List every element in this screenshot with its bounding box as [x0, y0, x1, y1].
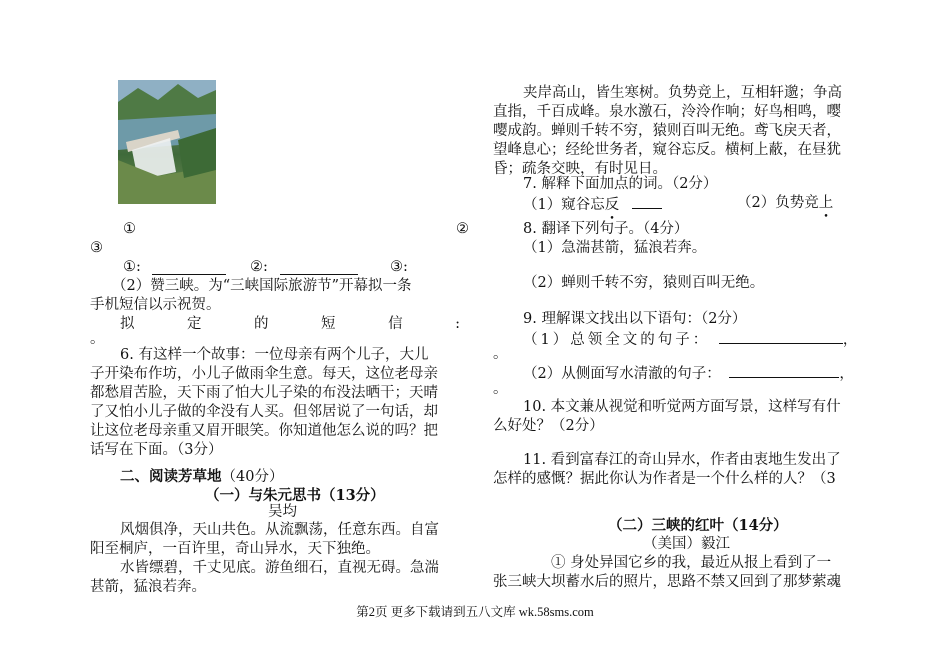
right-passage-line-2: 直指，千百成峰。泉水激石，泠泠作响；好鸟相鸣，嘤	[493, 104, 841, 120]
q2-line-2: 手机短信以示祝贺。	[90, 297, 221, 313]
q9-item-2-end: 。	[493, 381, 508, 397]
q11-line-1: 11. 看到富春江的奇山异水，作者由衷地生发出了	[523, 452, 841, 468]
q7-item-1-blank[interactable]	[632, 194, 662, 209]
answer-label-2: ②:	[250, 259, 268, 275]
answer-label-3: ③:	[390, 259, 408, 275]
answer-blank-2[interactable]	[280, 260, 358, 275]
part-1-author: 吴均	[268, 504, 297, 520]
sms-word-6: :	[455, 316, 460, 332]
answer-blank-1[interactable]	[152, 260, 226, 275]
q7-item-1-prefix: （1）窥谷忘	[523, 197, 605, 213]
q9-item-2-tail: ，	[839, 366, 854, 382]
q6-line-1: 6. 有这样一个故事：一位母亲有两个儿子，大儿	[120, 347, 429, 363]
part-2-author: （美国）毅江	[643, 536, 730, 552]
q2-line-1: （2）赞三峡。为“三峡国际旅游节”开幕拟一条	[112, 278, 412, 294]
q10-line-1: 10. 本文兼从视觉和听觉两方面写景，这样写有什	[523, 399, 841, 415]
q7-prompt: 7. 解释下面加点的词。（2分）	[523, 176, 718, 192]
q6-line-4: 了又怕小儿子做的伞没有人买。但邻居说了一句话，却	[90, 404, 438, 420]
right-passage-line-3: 嘤成韵。蝉则千转不穷，猿则百叫无绝。鸢飞戾天者，	[493, 123, 841, 139]
q9-item-1-blank[interactable]	[719, 329, 843, 344]
q9-item-2-blank[interactable]	[729, 363, 839, 378]
q7-item-1-dotted: 反	[604, 197, 620, 213]
q7-items	[523, 194, 873, 215]
q9-item-1-tail: ，	[842, 332, 858, 348]
q9-item-2-label: （2）从侧面写水清澈的句子：	[523, 366, 721, 382]
passage-line-3: 水皆缥碧，千丈见底。游鱼细石，直视无碍。急湍	[120, 560, 439, 576]
passage-line-4: 甚箭，猛浪若奔。	[90, 579, 206, 595]
sms-word-5: 信	[388, 316, 403, 332]
q7-item-2-dotted: 上	[818, 195, 834, 211]
section-2-score: （40分）	[221, 469, 284, 485]
q8-item-1: （1）急湍甚箭，猛浪若奔。	[523, 240, 707, 256]
q8-item-2: （2）蝉则千转不穷，猿则百叫无绝。	[523, 275, 765, 291]
page-footer: 第2页 更多下载请到五八文库 wk.58sms.com	[356, 605, 594, 619]
q9-prompt: 9. 理解课文找出以下语句：（2分）	[523, 311, 747, 327]
answer-label-1: ①:	[123, 259, 141, 275]
q6-line-2: 子开染布作坊，小儿子做雨伞生意。每天，这位老母亲	[90, 366, 438, 382]
q7-item-2	[737, 194, 833, 213]
dam-illustration	[118, 80, 216, 204]
q6-line-6: 话写在下面。（3分）	[90, 442, 223, 458]
q6-line-5: 让这位老母亲重又眉开眼笑。你知道他怎么说的吗？把	[90, 423, 438, 439]
right-passage-line-5: 昏；疏条交映，有时见日。	[493, 161, 667, 177]
sms-word-3: 的	[254, 316, 269, 332]
q9-item-1-label: （1）总领全文的句子：	[523, 332, 711, 348]
q6-line-3: 都愁眉苦脸，天下雨了怕大儿子染的布没法晒干；天晴	[90, 385, 438, 401]
right-passage-line-4: 望峰息心；经纶世务者，窥谷忘反。横柯上蔽，在昼犹	[493, 142, 841, 158]
q10-line-2: 么好处？（2分）	[493, 418, 604, 434]
part-1-title: （一）与朱元思书（13分）	[205, 487, 385, 504]
marker-1: ①	[123, 221, 136, 237]
sms-end: 。	[90, 331, 105, 347]
section-2-title: 二、阅读芳草地	[120, 468, 222, 485]
part-2-title: （二）三峡的红叶（14分）	[608, 517, 788, 534]
marker-3: ③	[90, 240, 103, 256]
sms-word-4: 短	[321, 316, 336, 332]
q11-line-2: 怎样的感慨？据此你认为作者是一个什么样的人？（3	[493, 471, 836, 487]
passage-line-1: 风烟俱净，天山共色。从流飘荡，任意东西。自富	[120, 522, 439, 538]
part-2-line-1: ① 身处异国它乡的我，最近从报上看到了一	[551, 555, 832, 571]
section-2-heading	[120, 467, 470, 487]
right-passage-line-1: 夹岸高山，皆生寒树。负势竞上，互相轩邈；争高	[523, 85, 842, 101]
q8-prompt: 8. 翻译下列句子。（4分）	[523, 221, 689, 237]
passage-line-2: 阳至桐庐，一百许里，奇山异水，天下独绝。	[90, 541, 380, 557]
sms-word-1: 拟	[120, 316, 135, 332]
sms-word-2: 定	[187, 316, 202, 332]
part-2-line-2: 张三峡大坝蓄水后的照片，思路不禁又回到了那梦萦魂	[493, 574, 841, 590]
marker-2: ②	[456, 221, 469, 237]
q9-item-1-end: 。	[493, 346, 508, 362]
q7-item-2-prefix: （2）负势竞	[737, 195, 819, 211]
three-gorges-dam-photo	[118, 80, 216, 204]
